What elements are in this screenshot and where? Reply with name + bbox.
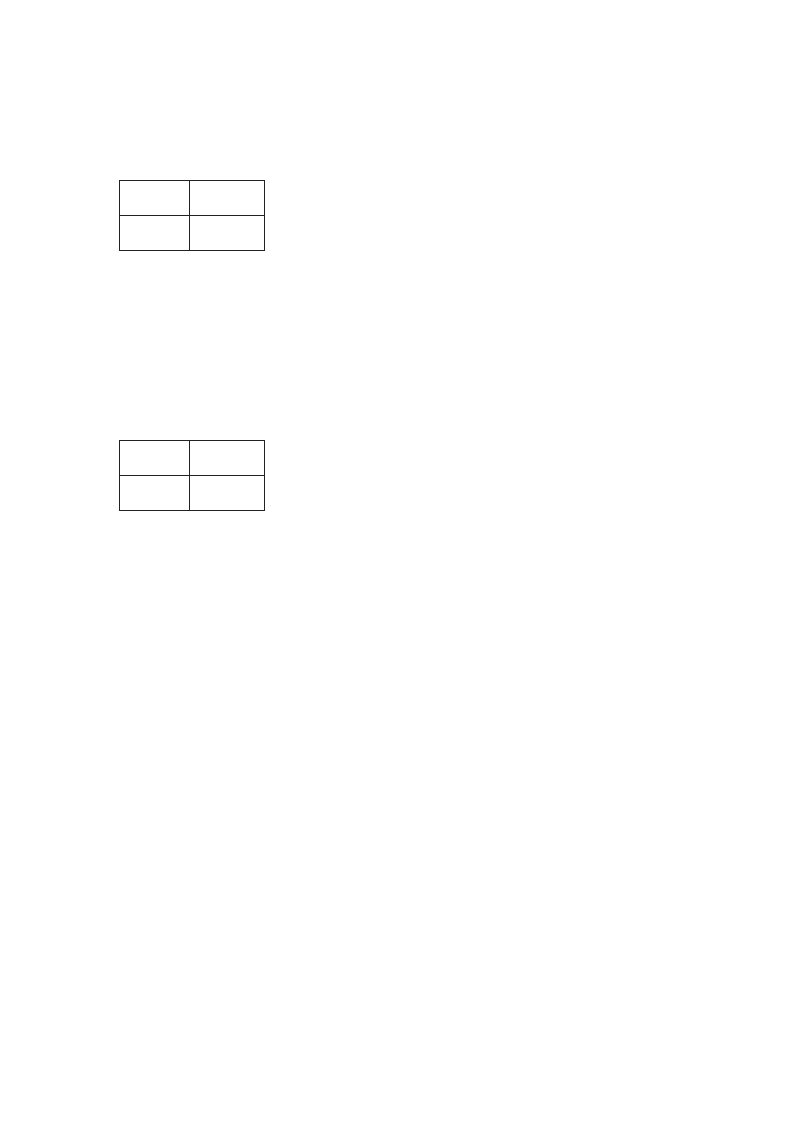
score-box-part2 [119,440,265,511]
score-cell [190,476,265,511]
reviewer-cell [190,181,265,216]
score-cell [190,216,265,251]
score-box-part1 [119,180,265,251]
reviewer-label [120,181,190,216]
reviewer-label [120,441,190,476]
score-label [120,216,190,251]
reviewer-cell [190,441,265,476]
score-label [120,476,190,511]
